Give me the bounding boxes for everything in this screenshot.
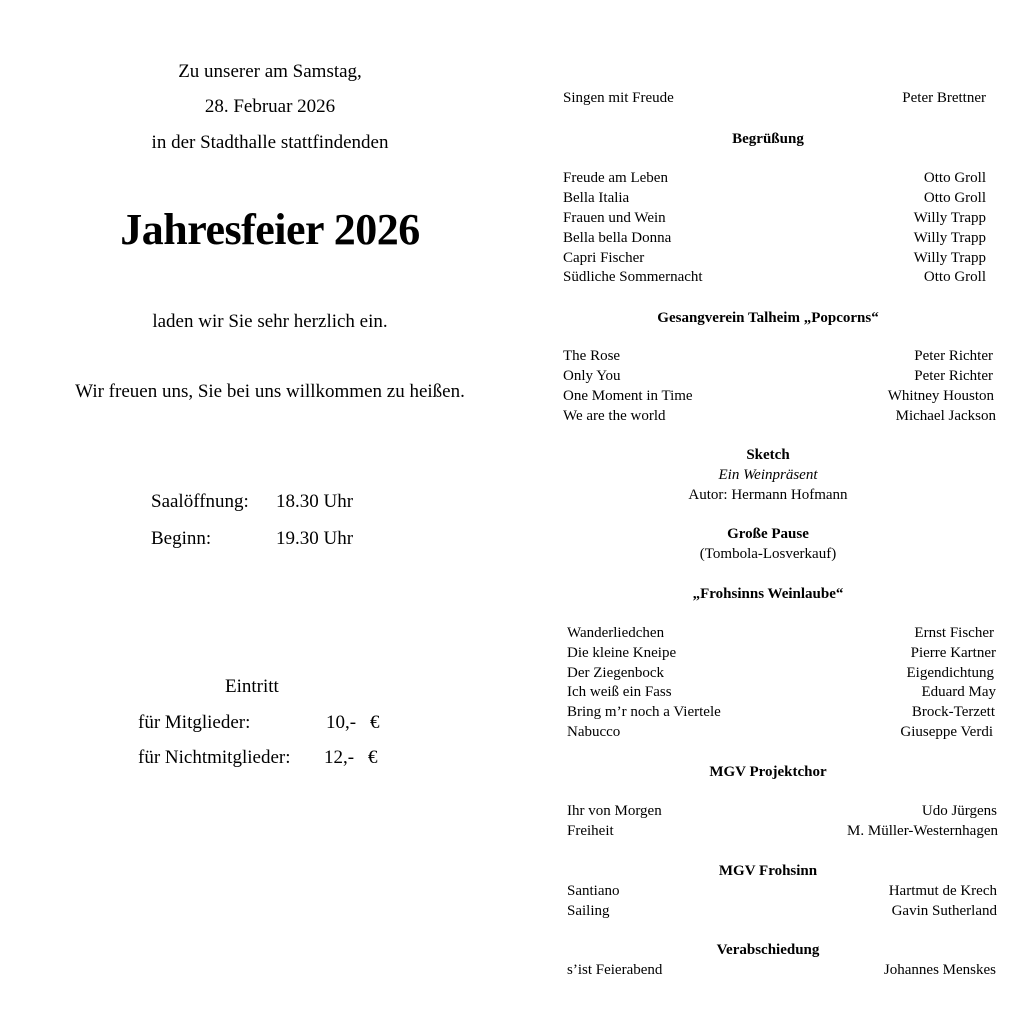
song-title: Bring m’r noch a Viertele — [567, 704, 721, 720]
song-author: Otto Groll — [923, 190, 986, 206]
start-time: 19.30 Uhr — [276, 528, 354, 549]
song-title: Frauen und Wein — [563, 210, 666, 226]
song-title: Santiano — [567, 883, 620, 899]
doors-label: Saalöffnung: — [151, 491, 249, 512]
song-title: We are the world — [563, 408, 666, 424]
invitation-line-1: Zu unserer am Samstag, — [178, 61, 362, 82]
section-heading-sketch: Sketch — [746, 447, 790, 463]
song-author: Udo Jürgens — [921, 803, 997, 819]
section-heading-popcorns: Gesangverein Talheim „Popcorns“ — [657, 310, 879, 326]
song-title: Die kleine Kneipe — [567, 645, 677, 661]
song-author: Peter Brettner — [902, 90, 986, 106]
song-author: Giuseppe Verdi — [900, 724, 993, 740]
song-author: Eduard May — [921, 684, 996, 700]
invitation-line-5: Wir freuen uns, Sie bei uns willkommen zu heißen. — [75, 381, 465, 402]
song-author: Peter Richter — [914, 368, 993, 384]
song-author: Willy Trapp — [913, 210, 986, 226]
song-title: Ihr von Morgen — [567, 803, 662, 819]
song-title: Nabucco — [567, 724, 621, 740]
section-heading-farewell: Verabschiedung — [716, 942, 820, 958]
nonmembers-currency: € — [368, 747, 378, 768]
section-heading-projektchor: MGV Projektchor — [709, 764, 827, 780]
song-title: One Moment in Time — [563, 388, 693, 404]
song-title: Ich weiß ein Fass — [567, 684, 672, 700]
song-author: Otto Groll — [923, 269, 986, 285]
nonmembers-label: für Nichtmitglieder: — [138, 747, 291, 768]
song-title: Capri Fischer — [563, 250, 645, 266]
song-title: The Rose — [563, 348, 621, 364]
song-title: Freiheit — [567, 823, 614, 839]
invitation-line-3: in der Stadthalle stattfindenden — [151, 132, 389, 153]
section-heading-welcome: Begrüßung — [732, 131, 804, 147]
song-title: Bella bella Donna — [563, 230, 672, 246]
song-author: Pierre Kartner — [910, 645, 996, 661]
doors-time: 18.30 Uhr — [276, 491, 354, 512]
song-author: Brock-Terzett — [911, 704, 995, 720]
song-author: Gavin Sutherland — [891, 903, 997, 919]
song-author: Otto Groll — [923, 170, 986, 186]
song-author: Eigendichtung — [906, 665, 994, 681]
song-title: Sailing — [567, 903, 610, 919]
event-title: Jahresfeier 2026 — [120, 205, 420, 254]
song-author: Whitney Houston — [887, 388, 994, 404]
sketch-author: Autor: Hermann Hofmann — [688, 487, 848, 503]
section-heading-frohsinn: MGV Frohsinn — [718, 863, 818, 879]
members-currency: € — [370, 712, 380, 733]
song-title: Singen mit Freude — [563, 90, 674, 106]
pause-note: (Tombola-Losverkauf) — [699, 546, 837, 562]
invitation-line-4: laden wir Sie sehr herzlich ein. — [152, 311, 388, 332]
members-price: 10,- — [326, 712, 357, 733]
song-author: Willy Trapp — [913, 250, 986, 266]
song-title: Wanderliedchen — [567, 625, 665, 641]
nonmembers-price: 12,- — [324, 747, 355, 768]
section-heading-pause: Große Pause — [727, 526, 809, 542]
song-author: Hartmut de Krech — [888, 883, 997, 899]
song-title: Bella Italia — [563, 190, 630, 206]
song-title: Freude am Leben — [563, 170, 668, 186]
song-author: Michael Jackson — [895, 408, 996, 424]
invitation-date: 28. Februar 2026 — [204, 96, 336, 117]
song-author: Peter Richter — [914, 348, 993, 364]
song-author: Ernst Fischer — [914, 625, 994, 641]
members-label: für Mitglieder: — [138, 712, 251, 733]
song-title: Der Ziegenbock — [567, 665, 665, 681]
song-author: Johannes Menskes — [883, 962, 996, 978]
section-heading-weinlaube: „Frohsinns Weinlaube“ — [692, 586, 844, 602]
admission-heading: Eintritt — [225, 676, 279, 697]
song-author: M. Müller-Westernhagen — [847, 823, 998, 839]
song-author: Willy Trapp — [913, 230, 986, 246]
song-title: Only You — [563, 368, 621, 384]
song-title: s’ist Feierabend — [567, 962, 663, 978]
start-label: Beginn: — [151, 528, 212, 549]
song-title: Südliche Sommernacht — [563, 269, 703, 285]
sketch-title: Ein Weinpräsent — [718, 467, 818, 483]
